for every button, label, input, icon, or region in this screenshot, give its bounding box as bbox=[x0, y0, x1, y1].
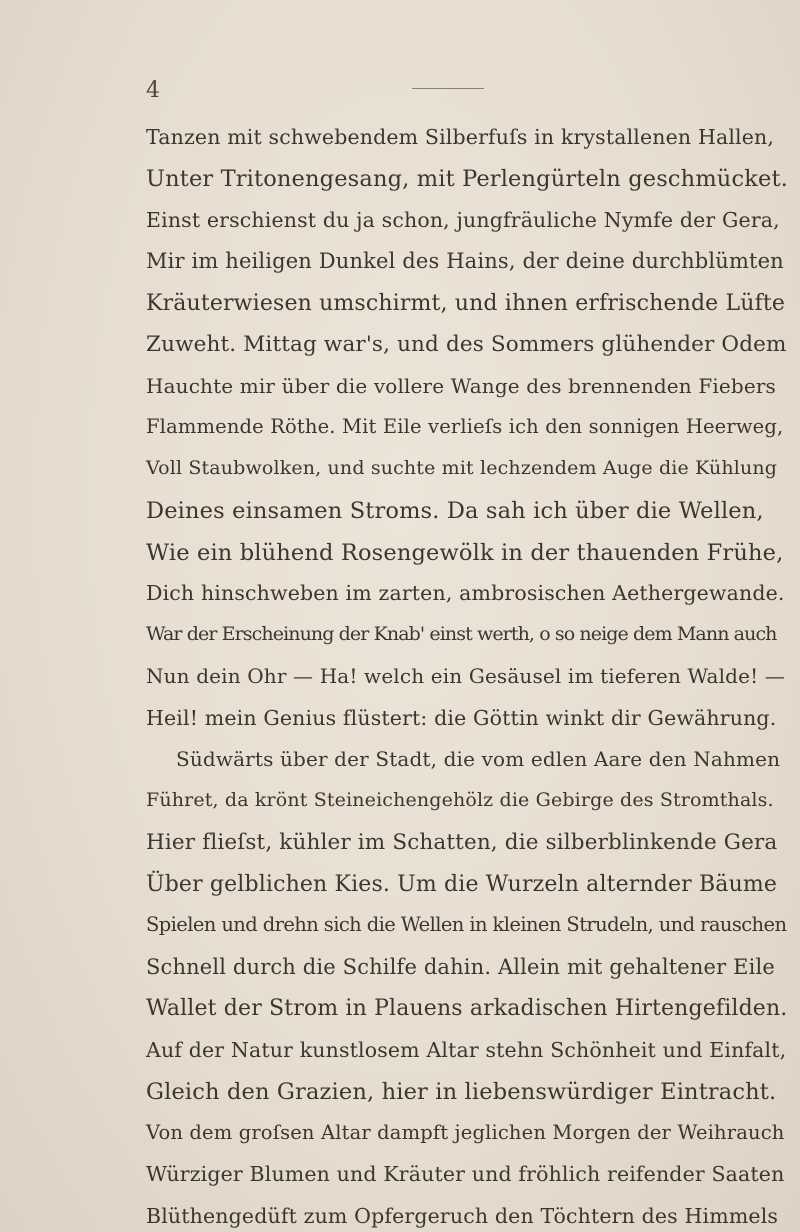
poem-line: Hier flieſst, kühler im Schatten, die silberblinkende Gera bbox=[146, 830, 778, 855]
poem-line: Tanzen mit schwebendem Silberfuſs in krystallenen Hallen, bbox=[146, 125, 775, 149]
poem-line: Einst erschienst du ja schon, jungfräuliche Nymfe der Gera, bbox=[146, 208, 780, 232]
poem-line: Wallet der Strom in Plauens arkadischen Hirtengefilden. bbox=[146, 996, 788, 1021]
poem-line: Mir im heiligen Dunkel des Hains, der deine durchblümten bbox=[146, 249, 784, 273]
poem-line: Südwärts über der Stadt, die vom edlen Aare den Nahmen bbox=[176, 747, 781, 771]
poem-line: Über gelblichen Kies. Um die Wurzeln alternder Bäume bbox=[146, 872, 778, 897]
poem-line: Schnell durch die Schilfe dahin. Allein mit gehaltener Eile bbox=[146, 955, 775, 979]
poem-line: Heil! mein Genius flüstert: die Göttin winkt dir Gewährung. bbox=[146, 706, 777, 730]
poem-line: Würziger Blumen und Kräuter und fröhlich reifender Saaten bbox=[146, 1162, 785, 1186]
page-header bbox=[0, 78, 800, 108]
poem-line: Blüthengedüft zum Opfergeruch den Töchtern des Himmels bbox=[146, 1204, 779, 1228]
poem-line: Spielen und drehn sich die Wellen in kleinen Strudeln, und rauschen bbox=[146, 913, 787, 936]
poem-line: Zuweht. Mittag war's, und des Sommers glühender Odem bbox=[146, 332, 787, 357]
poem-line: War der Erscheinung der Knab' einst werth, o so neige dem Mann auch bbox=[146, 623, 777, 645]
header-rule bbox=[412, 88, 484, 89]
poem-line: Wie ein blühend Rosengewölk in der thauenden Frühe, bbox=[146, 540, 784, 566]
poem-line: Dich hinschweben im zarten, ambrosischen Aethergewande. bbox=[146, 581, 785, 605]
poem-line: Nun dein Ohr — Ha! welch ein Gesäusel im tieferen Walde! — bbox=[146, 664, 785, 688]
poem-line: Führet, da krönt Steineichengehölz die Gebirge des Stromthals. bbox=[146, 789, 774, 811]
poem-line: Flammende Röthe. Mit Eile verlieſs ich den sonnigen Heerweg, bbox=[146, 415, 784, 438]
poem-line: Gleich den Grazien, hier in liebenswürdiger Eintracht. bbox=[146, 1079, 777, 1105]
poem-line: Deines einsamen Stroms. Da sah ich über die Wellen, bbox=[146, 498, 764, 524]
poem-line: Auf der Natur kunstlosem Altar stehn Schönheit und Einfalt, bbox=[146, 1038, 787, 1062]
poem-line: Unter Tritonengesang, mit Perlengürteln geschmücket. bbox=[146, 166, 788, 192]
poem-line: Voll Staubwolken, und suchte mit lechzendem Auge die Kühlung bbox=[146, 457, 778, 479]
poem-line: Hauchte mir über die vollere Wange des brennenden Fiebers bbox=[146, 374, 776, 398]
poem-line: Kräuterwiesen umschirmt, und ihnen erfrischende Lüfte bbox=[146, 291, 786, 316]
poem-line: Von dem groſsen Altar dampft jeglichen Morgen der Weihrauch bbox=[146, 1121, 785, 1144]
page-number: 4 bbox=[146, 78, 160, 103]
